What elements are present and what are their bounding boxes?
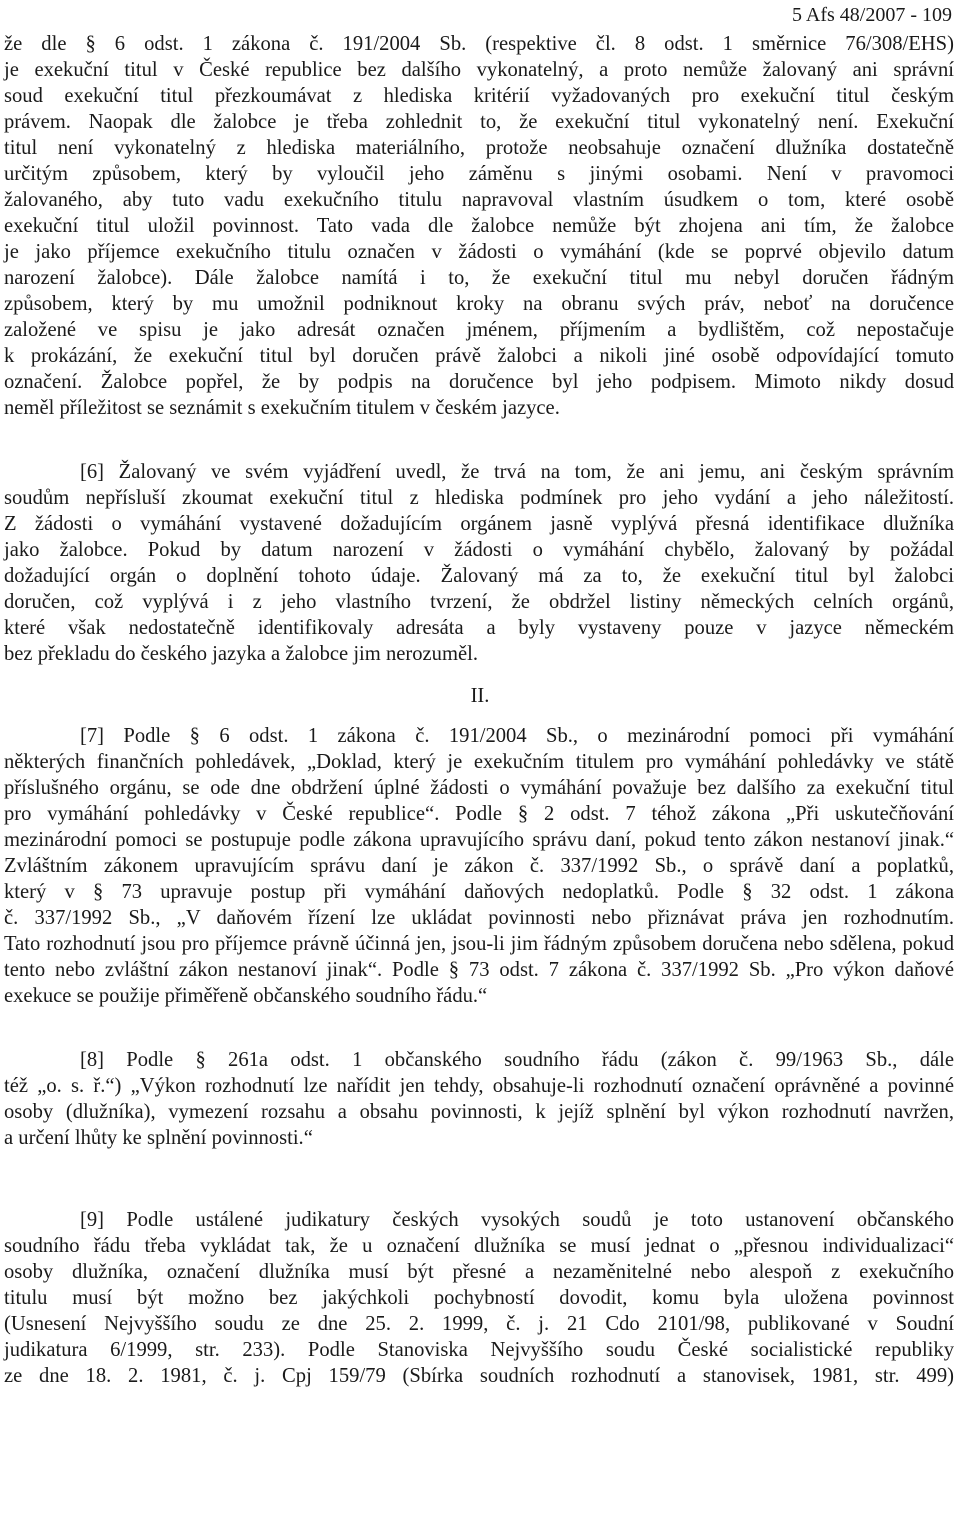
text-line: příslušného orgánu, se ode dne obdržení úplné žádosti o vymáhání považuje bez dalšího za exekuční titul [4,777,954,799]
text-line: založené ve spisu je jako adresát označen jménem, příjmením a bydlištěm, což nepostačuje [4,319,954,341]
text-line: některých finančních pohledávek, „Doklad, který je exekučním titulem pro vymáhání pohledávky ve státě [4,751,954,773]
text-line: Z žádosti o vymáhání vystavené dožadujícím orgánem jasně vyplývá přesná identifikace dlužníka [4,513,954,535]
text-line: soudního řádu třeba vykládat tak, že u označení dlužníka se musí jednat o „přesnou individualizaci“ [4,1235,954,1257]
text-line: tento nebo zvláštní zákon nestanoví jinak“. Podle § 73 odst. 7 zákona č. 337/1992 Sb. „Pro výkon daňové [4,959,954,981]
text-line: jako žalobce. Pokud by datum narození v žádosti o vymáhání chybělo, žalovaný by požádal [4,539,954,561]
text-line: neměl příležitost se seznámit s exekučním titulem v českém jazyce. [4,397,560,419]
paragraph-7-first-line: [7] Podle § 6 odst. 1 zákona č. 191/2004 Sb., o mezinárodní pomoci při vymáhání [80,725,954,747]
paragraph-9-first-line: [9] Podle ustálené judikatury českých vysokých soudů je toto ustanovení občanského [80,1209,954,1231]
paragraph-6-first-line: [6] Žalovaný ve svém vyjádření uvedl, že trvá na tom, že ani jemu, ani českým správním [80,461,954,483]
text-line: označení. Žalobce popřel, že by podpis na doručence byl jeho podpisem. Mimoto nikdy dosud [4,371,954,393]
text-line: osoby dlužníka, označení dlužníka musí být přesné a nezaměnitelné nebo alespoň z exekučního [4,1261,954,1283]
text-line: bez překladu do českého jazyka a žalobce jim nerozuměl. [4,643,479,665]
text-line: dožadující orgán o doplnění tohoto údaje. Žalovaný má za to, že exekuční titul byl žalobci [4,565,954,587]
text-line: též „o. s. ř.“) „Výkon rozhodnutí lze nařídit jen tehdy, obsahuje-li rozhodnutí označení oprávněné a povinné [4,1075,954,1097]
text-line: je jako příjemce exekučního titulu označen v žádosti o vymáhání (kde se poprvé objevilo datum [4,241,954,263]
text-line: Zvláštním zákonem upravujícím správu daní je zákon č. 337/1992 Sb., o správě daní a poplatků, [4,855,954,877]
text-line: způsobem, který by mu umožnil podniknout kroky na obranu svých práv, neboť na doručence [4,293,954,315]
text-line: a určení lhůty ke splnění povinnosti.“ [4,1127,313,1149]
paragraph-8-first-line: [8] Podle § 261a odst. 1 občanského soudního řádu (zákon č. 99/1963 Sb., dále [80,1049,954,1071]
text-line: které však nedostatečně identifikovaly adresáta a byly vystaveny pouze v jazyce německém [4,617,954,639]
text-line: osoby (dlužníka), vymezení rozsahu a obsahu povinnosti, k jejíž splnění byl výkon rozhodnutí navržen, [4,1101,954,1123]
text-line: titul není vykonatelný z hlediska materiálního, protože neobsahuje označení dlužníka dostatečně [4,137,954,159]
text-line: doručen, což vyplývá i z jeho vlastního tvrzení, že obdržel listiny německých celních orgánů, [4,591,954,613]
text-line: je exekuční titul v České republice bez dalšího vykonatelný, a proto nemůže žalovaný ani správní [4,59,954,81]
text-line: ze dne 18. 2. 1981, č. j. Cpj 159/79 (Sbírka soudních rozhodnutí a stanovisek, 1981, str. 499) [4,1365,954,1387]
text-line: určitým způsobem, který by vyloučil jeho záměnu s jinými osobami. Není v pravomoci [4,163,954,185]
text-line: právem. Naopak dle žalobce je třeba zohlednit to, že exekuční titul vykonatelný není. Exekuční [4,111,954,133]
text-line: soud exekuční titul přezkoumávat z hlediska kritérií vyžadovaných pro exekuční titul českým [4,85,954,107]
text-line: exekuce se použije přiměřeně občanského soudního řádu.“ [4,985,488,1007]
text-line: k prokázání, že exekuční titul byl doručen právě žalobci a nikoli jiné osobě odpovídající tomuto [4,345,954,367]
text-line: že dle § 6 odst. 1 zákona č. 191/2004 Sb. (respektive čl. 8 odst. 1 směrnice 76/308/EHS) [4,33,954,55]
text-line: narození žalobce). Dále žalobce namítá i to, že exekuční titul mu nebyl doručen řádným [4,267,954,289]
text-line: soudům nepřísluší zkoumat exekuční titul z hlediska podmínek pro jeho vydání a jeho náležitostí. [4,487,954,509]
text-line: titulu musí být možno bez jakýchkoli pochybností dovodit, komu byla uložena povinnost [4,1287,954,1309]
text-line: č. 337/1992 Sb., „V daňovém řízení lze ukládat povinnosti nebo přiznávat práva jen rozhodnutím. [4,907,954,929]
text-line: žalovaného, aby tuto vadu exekučního titulu napravoval vlastním úsudkem o tom, které osobě [4,189,954,211]
section-heading-ii: II. [470,685,490,707]
text-line: Tato rozhodnutí jsou pro příjemce právně účinná jen, jsou-li jim řádným způsobem doručena nebo sdělena, pokud [4,933,954,955]
text-line: judikatura 6/1999, str. 233). Podle Stanoviska Nejvyššího soudu České socialistické republiky [4,1339,954,1361]
text-line: pro vymáhání pohledávky v České republice“. Podle § 2 odst. 7 téhož zákona „Při uskutečňování [4,803,954,825]
text-line: který v § 73 upravuje postup při vymáhání daňových nedoplatků. Podle § 32 odst. 1 zákona [4,881,954,903]
page-header-case-number: 5 Afs 48/2007 - 109 [792,4,952,26]
text-line: mezinárodní pomoci se postupuje podle zákona upravujícího správu daní, pokud tento zákon nestanoví jinak.“ [4,829,954,851]
text-line: (Usnesení Nejvyššího soudu ze dne 25. 2. 1999, č. j. 21 Cdo 2101/98, publikované v Soudní [4,1313,954,1335]
text-line: exekuční titul uložil povinnost. Tato vada dle žalobce nemůže být zhojena ani tím, že žalobce [4,215,954,237]
